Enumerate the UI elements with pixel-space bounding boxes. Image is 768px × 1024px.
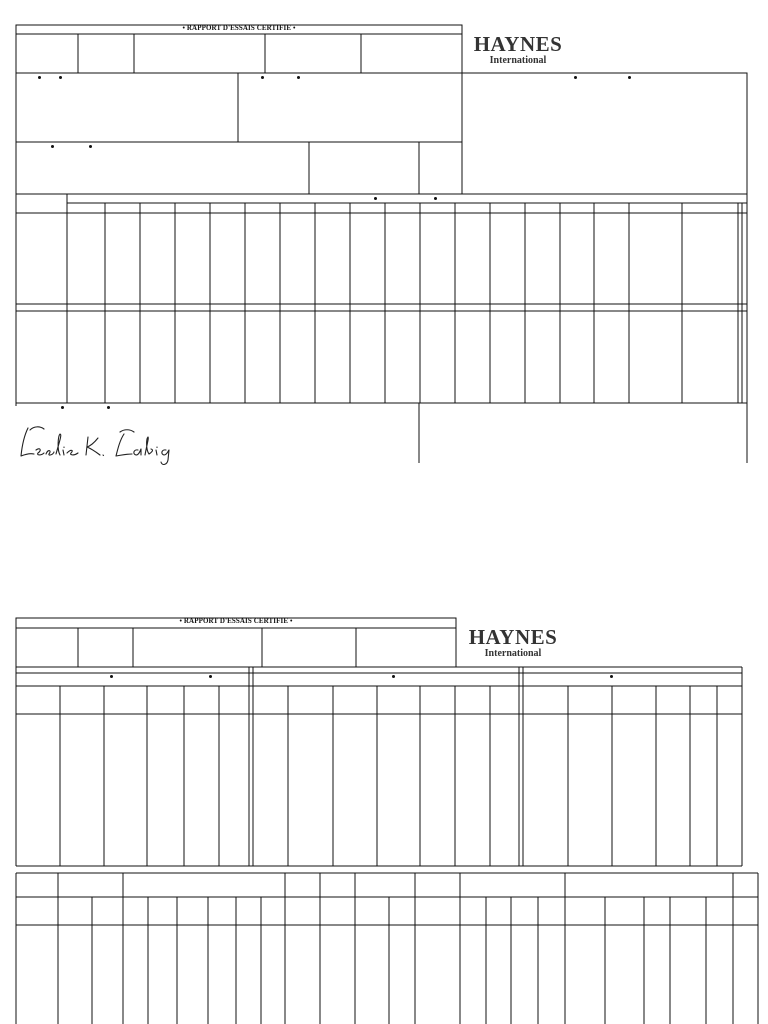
form2-bottom-columns — [58, 873, 733, 1024]
logo-sub: International — [484, 648, 542, 659]
logo-brand: HAYNES — [473, 32, 563, 56]
title-bullet-right: • — [288, 617, 293, 625]
form1-title-text: RAPPORT D'ESSAIS CERTIFIE — [186, 24, 292, 32]
bullet-mark — [209, 675, 212, 678]
form2-title-text: RAPPORT D'ESSAIS CERTIFIE — [183, 617, 289, 625]
title-bullet-right: • — [291, 24, 296, 32]
form2-header-box — [16, 618, 456, 667]
logo-sub: International — [489, 55, 547, 66]
logo-brand: HAYNES — [468, 625, 558, 649]
form2-panel-columns — [60, 686, 717, 866]
bullet-mark — [110, 675, 113, 678]
title-bullet-left: • — [179, 617, 184, 625]
title-bullet-left: • — [182, 24, 187, 32]
bullet-mark — [610, 675, 613, 678]
bullet-mark — [392, 675, 395, 678]
